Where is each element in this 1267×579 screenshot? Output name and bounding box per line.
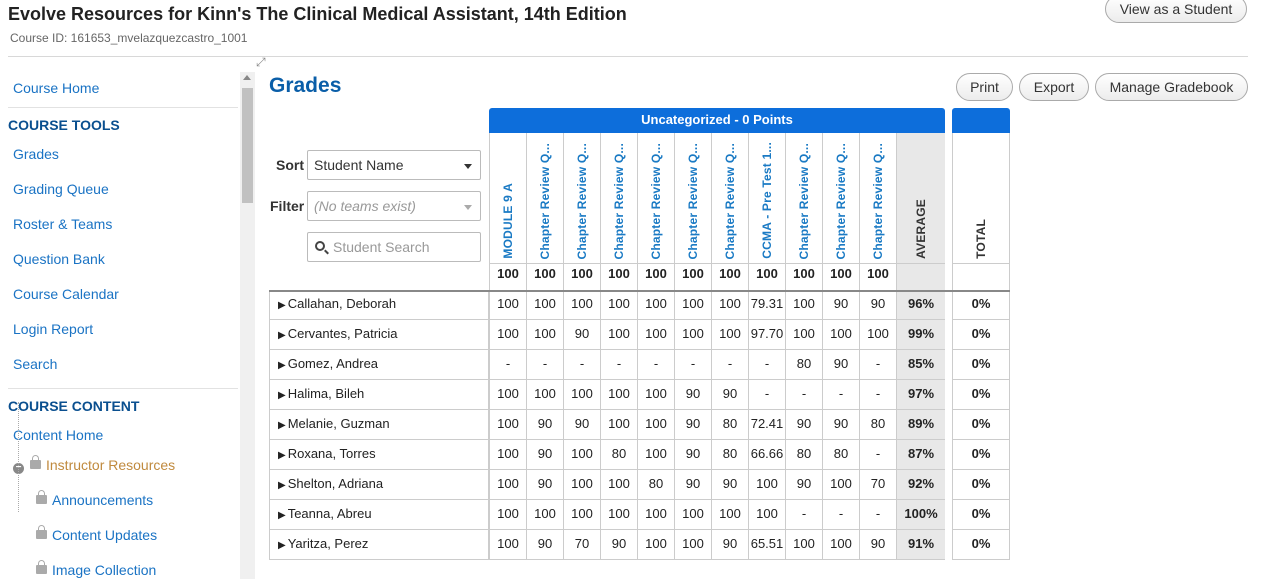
filter-label: Filter xyxy=(270,198,305,214)
student-name-cell[interactable] xyxy=(269,470,489,500)
score-cell[interactable]: - xyxy=(822,500,859,530)
total-cell: 0% xyxy=(952,290,1010,320)
student-name-cell[interactable] xyxy=(269,500,489,530)
total-cell: 0% xyxy=(952,380,1010,410)
score-cell[interactable]: - xyxy=(859,440,896,470)
score-cell[interactable]: 90 xyxy=(822,350,859,380)
score-cell[interactable]: 90 xyxy=(674,410,711,440)
score-cell[interactable]: 100 xyxy=(489,320,526,350)
score-cell[interactable]: 90 xyxy=(674,470,711,500)
collapse-icon[interactable]: − xyxy=(13,463,24,474)
score-cell[interactable]: 100 xyxy=(674,530,711,560)
category-header: Uncategorized - 0 Points xyxy=(489,108,945,133)
score-cell[interactable]: 80 xyxy=(711,410,748,440)
average-cell: 99% xyxy=(896,320,945,350)
average-cell: 89% xyxy=(896,410,945,440)
course-title: Evolve Resources for Kinn's The Clinical Medical Assistant, 14th Edition xyxy=(8,4,627,24)
points-possible-cell: 100 xyxy=(563,264,600,290)
score-cell[interactable]: 100 xyxy=(748,470,785,500)
expand-arrow-icon[interactable]: ▶ xyxy=(278,510,286,521)
resize-icon[interactable]: ⤢ xyxy=(256,55,266,69)
points-possible-cell: 100 xyxy=(785,264,822,290)
total-cell: 0% xyxy=(952,410,1010,440)
score-cell[interactable]: 90 xyxy=(711,530,748,560)
total-cell: 0% xyxy=(952,350,1010,380)
sidebar-divider xyxy=(8,388,238,389)
student-name: Melanie, Guzman xyxy=(287,416,390,431)
total-column-label: TOTAL xyxy=(974,219,988,259)
student-name-cell[interactable] xyxy=(269,440,489,470)
score-cell[interactable]: 100 xyxy=(489,290,526,320)
score-cell[interactable]: 100 xyxy=(674,500,711,530)
score-cell[interactable]: 100 xyxy=(822,470,859,500)
course-content-heading: COURSE CONTENT xyxy=(8,398,140,414)
expand-arrow-icon[interactable]: ▶ xyxy=(278,540,286,551)
score-cell[interactable]: 90 xyxy=(526,530,563,560)
instructor-resources-label: Instructor Resources xyxy=(46,457,176,473)
score-cell[interactable]: 90 xyxy=(563,320,600,350)
score-cell[interactable]: - xyxy=(526,350,563,380)
score-cell[interactable]: 80 xyxy=(711,440,748,470)
assignment-column-header[interactable] xyxy=(637,133,674,264)
assignment-column-header[interactable] xyxy=(674,133,711,264)
assignment-column-label: Chapter Review Q... xyxy=(871,142,885,259)
expand-arrow-icon[interactable]: ▶ xyxy=(278,450,286,461)
sidebar-item-question-bank[interactable]: Question Bank xyxy=(13,251,105,267)
manage-gradebook-button[interactable]: Manage Gradebook xyxy=(1095,73,1248,101)
points-possible-cell: 100 xyxy=(822,264,859,290)
score-cell[interactable]: 100 xyxy=(563,380,600,410)
tree-connector xyxy=(18,402,19,512)
score-cell[interactable]: 90 xyxy=(526,410,563,440)
assignment-column-header[interactable] xyxy=(563,133,600,264)
assignment-column-label: Chapter Review Q... xyxy=(686,142,700,259)
score-cell[interactable]: 80 xyxy=(637,470,674,500)
chevron-down-icon xyxy=(464,205,472,210)
points-possible-cell: 100 xyxy=(859,264,896,290)
score-cell[interactable]: 100 xyxy=(711,500,748,530)
score-cell[interactable]: 100 xyxy=(711,320,748,350)
score-cell[interactable]: 100 xyxy=(563,500,600,530)
score-cell[interactable]: 100 xyxy=(489,380,526,410)
average-cell: 91% xyxy=(896,530,945,560)
assignment-column-label: Chapter Review Q... xyxy=(538,142,552,259)
points-possible-cell: 100 xyxy=(489,264,526,290)
header-divider xyxy=(8,56,1248,57)
points-possible-cell xyxy=(896,264,945,290)
view-as-student-button[interactable]: View as a Student xyxy=(1105,0,1247,23)
score-cell[interactable]: 80 xyxy=(785,440,822,470)
score-cell[interactable]: 80 xyxy=(600,440,637,470)
average-column-label: AVERAGE xyxy=(914,199,928,259)
assignment-column-label: Chapter Review Q... xyxy=(834,142,848,259)
average-cell: 96% xyxy=(896,290,945,320)
average-cell: 92% xyxy=(896,470,945,500)
score-cell[interactable]: - xyxy=(563,350,600,380)
score-cell[interactable]: 72.41 xyxy=(748,410,785,440)
score-cell[interactable]: 66.66 xyxy=(748,440,785,470)
score-cell[interactable]: 90 xyxy=(674,380,711,410)
score-cell[interactable]: 100 xyxy=(600,410,637,440)
sidebar-item-image-collection[interactable] xyxy=(36,562,156,578)
points-possible-cell xyxy=(952,264,1010,290)
score-cell[interactable]: 90 xyxy=(674,440,711,470)
score-cell[interactable]: 90 xyxy=(563,410,600,440)
student-name: Cervantes, Patricia xyxy=(287,326,398,341)
sidebar-item-course-home[interactable]: Course Home xyxy=(13,80,100,96)
assignment-column-label: CCMA - Pre Test 1... xyxy=(760,142,774,259)
score-cell[interactable]: 100 xyxy=(526,320,563,350)
print-button[interactable]: Print xyxy=(956,73,1013,101)
score-cell[interactable]: 100 xyxy=(600,290,637,320)
average-cell: 100% xyxy=(896,500,945,530)
total-category-header xyxy=(952,108,1010,133)
course-tools-heading: COURSE TOOLS xyxy=(8,117,120,133)
score-cell[interactable]: 90 xyxy=(785,470,822,500)
expand-arrow-icon[interactable]: ▶ xyxy=(278,480,286,491)
assignment-column-label: Chapter Review Q... xyxy=(723,142,737,259)
student-name: Roxana, Torres xyxy=(287,446,376,461)
sidebar-item-course-calendar[interactable]: Course Calendar xyxy=(13,286,119,302)
sort-select[interactable] xyxy=(307,150,481,180)
expand-arrow-icon[interactable]: ▶ xyxy=(278,360,286,371)
score-cell[interactable]: 90 xyxy=(859,530,896,560)
student-name-cell[interactable] xyxy=(269,290,489,320)
score-cell[interactable]: - xyxy=(489,350,526,380)
score-cell[interactable]: 90 xyxy=(526,440,563,470)
score-cell[interactable]: 90 xyxy=(822,290,859,320)
score-cell[interactable]: 100 xyxy=(785,530,822,560)
score-cell[interactable]: - xyxy=(859,500,896,530)
score-cell[interactable]: 65.51 xyxy=(748,530,785,560)
sidebar xyxy=(0,70,240,579)
assignment-column-header[interactable] xyxy=(489,133,526,264)
score-cell[interactable]: - xyxy=(748,350,785,380)
score-cell[interactable]: 80 xyxy=(785,350,822,380)
sidebar-item-roster-teams[interactable]: Roster & Teams xyxy=(13,216,113,232)
expand-arrow-icon[interactable]: ▶ xyxy=(278,300,286,311)
student-name: Callahan, Deborah xyxy=(287,296,397,311)
score-cell[interactable]: 100 xyxy=(822,530,859,560)
score-cell[interactable]: 100 xyxy=(711,290,748,320)
score-cell[interactable]: 79.31 xyxy=(748,290,785,320)
total-cell: 0% xyxy=(952,530,1010,560)
sidebar-item-grades[interactable]: Grades xyxy=(13,146,59,162)
chevron-down-icon xyxy=(464,164,472,169)
content-updates-label: Content Updates xyxy=(52,527,158,543)
points-possible-cell: 100 xyxy=(674,264,711,290)
score-cell[interactable]: 100 xyxy=(489,500,526,530)
score-cell[interactable]: 80 xyxy=(822,440,859,470)
page-title: Grades xyxy=(269,74,342,97)
score-cell[interactable]: 100 xyxy=(674,290,711,320)
student-name: Teanna, Abreu xyxy=(287,506,372,521)
score-cell[interactable]: 100 xyxy=(674,320,711,350)
score-cell[interactable]: - xyxy=(785,380,822,410)
assignment-column-label: MODULE 9 A xyxy=(501,183,515,259)
search-icon xyxy=(315,241,325,251)
image-collection-label: Image Collection xyxy=(52,562,157,578)
sort-label: Sort xyxy=(276,157,304,173)
assignment-column-header[interactable] xyxy=(785,133,822,264)
score-cell[interactable]: 100 xyxy=(785,320,822,350)
score-cell[interactable]: 100 xyxy=(822,320,859,350)
score-cell[interactable]: 100 xyxy=(563,290,600,320)
assignment-column-header[interactable] xyxy=(600,133,637,264)
export-button[interactable]: Export xyxy=(1019,73,1089,101)
sidebar-item-announcements[interactable] xyxy=(36,492,153,508)
score-cell[interactable]: 90 xyxy=(785,410,822,440)
average-cell: 87% xyxy=(896,440,945,470)
score-cell[interactable]: 90 xyxy=(600,530,637,560)
score-cell[interactable]: 100 xyxy=(637,410,674,440)
sidebar-item-content-updates[interactable] xyxy=(36,527,157,543)
student-name: Yaritza, Perez xyxy=(287,536,369,551)
total-cell: 0% xyxy=(952,440,1010,470)
assignment-column-header[interactable] xyxy=(526,133,563,264)
scroll-thumb[interactable] xyxy=(242,88,253,203)
score-cell[interactable]: 100 xyxy=(526,290,563,320)
assignment-column-header[interactable] xyxy=(822,133,859,264)
points-possible-cell: 100 xyxy=(711,264,748,290)
sidebar-divider xyxy=(8,107,238,108)
student-search-placeholder: Student Search xyxy=(333,239,430,255)
announcements-label: Announcements xyxy=(52,492,154,508)
score-cell[interactable]: - xyxy=(822,380,859,410)
score-cell[interactable]: 100 xyxy=(600,380,637,410)
score-cell[interactable]: 100 xyxy=(637,380,674,410)
score-cell[interactable]: 90 xyxy=(711,470,748,500)
score-cell[interactable]: 100 xyxy=(489,470,526,500)
score-cell[interactable]: 100 xyxy=(637,440,674,470)
assignment-column-label: Chapter Review Q... xyxy=(575,142,589,259)
score-cell[interactable]: 100 xyxy=(748,500,785,530)
score-cell[interactable]: 90 xyxy=(822,410,859,440)
score-cell[interactable]: 90 xyxy=(526,470,563,500)
assignment-column-label: Chapter Review Q... xyxy=(797,142,811,259)
score-cell[interactable]: - xyxy=(674,350,711,380)
score-cell[interactable]: 100 xyxy=(526,500,563,530)
score-cell[interactable]: 97.70 xyxy=(748,320,785,350)
score-cell[interactable]: 90 xyxy=(859,290,896,320)
points-possible-cell: 100 xyxy=(637,264,674,290)
assignment-column-label: Chapter Review Q... xyxy=(649,142,663,259)
score-cell[interactable]: - xyxy=(637,350,674,380)
assignment-column-label: Chapter Review Q... xyxy=(612,142,626,259)
total-cell: 0% xyxy=(952,500,1010,530)
score-cell[interactable]: 100 xyxy=(600,500,637,530)
total-column-header[interactable] xyxy=(952,133,1010,264)
score-cell[interactable]: 100 xyxy=(563,440,600,470)
score-cell[interactable]: 100 xyxy=(489,440,526,470)
assignment-column-header[interactable] xyxy=(748,133,785,264)
score-cell[interactable]: 100 xyxy=(489,410,526,440)
score-cell[interactable]: 100 xyxy=(637,530,674,560)
sort-value: Student Name xyxy=(314,157,404,173)
student-name-cell[interactable] xyxy=(269,410,489,440)
filter-value: (No teams exist) xyxy=(314,198,416,214)
score-cell[interactable]: - xyxy=(600,350,637,380)
sidebar-item-content-home[interactable]: Content Home xyxy=(13,427,104,443)
filter-select[interactable] xyxy=(307,191,481,221)
score-cell[interactable]: - xyxy=(859,380,896,410)
total-cell: 0% xyxy=(952,470,1010,500)
score-cell[interactable]: 100 xyxy=(785,290,822,320)
lock-icon xyxy=(36,495,47,504)
score-cell[interactable]: - xyxy=(711,350,748,380)
average-cell: 85% xyxy=(896,350,945,380)
score-cell[interactable]: 100 xyxy=(563,470,600,500)
score-cell[interactable]: 100 xyxy=(637,500,674,530)
score-cell[interactable]: - xyxy=(859,350,896,380)
lock-icon xyxy=(36,565,47,574)
sidebar-item-login-report[interactable]: Login Report xyxy=(13,321,94,337)
table-divider xyxy=(269,290,1010,292)
scroll-up-icon[interactable] xyxy=(243,75,251,80)
score-cell[interactable]: 100 xyxy=(526,380,563,410)
student-name: Gomez, Andrea xyxy=(287,356,379,371)
points-possible-cell: 100 xyxy=(526,264,563,290)
student-search-input[interactable] xyxy=(307,232,481,262)
student-name-cell[interactable] xyxy=(269,380,489,410)
score-cell[interactable]: 100 xyxy=(637,320,674,350)
points-possible-cell: 100 xyxy=(748,264,785,290)
points-possible-cell: 100 xyxy=(600,264,637,290)
score-cell[interactable]: 70 xyxy=(563,530,600,560)
student-name: Shelton, Adriana xyxy=(287,476,384,491)
score-cell[interactable]: 80 xyxy=(859,410,896,440)
assignment-column-header[interactable] xyxy=(859,133,896,264)
assignment-column-header[interactable] xyxy=(711,133,748,264)
average-column-header[interactable] xyxy=(896,133,945,264)
score-cell[interactable]: - xyxy=(748,380,785,410)
total-cell: 0% xyxy=(952,320,1010,350)
expand-arrow-icon[interactable]: ▶ xyxy=(278,330,286,341)
score-cell[interactable]: - xyxy=(785,500,822,530)
student-name-cell[interactable] xyxy=(269,350,489,380)
score-cell[interactable]: 100 xyxy=(489,530,526,560)
course-id: Course ID: 161653_mvelazquezcastro_1001 xyxy=(10,31,248,45)
student-name-cell[interactable] xyxy=(269,530,489,560)
lock-icon xyxy=(30,460,41,469)
sidebar-item-search[interactable]: Search xyxy=(13,356,58,372)
expand-arrow-icon[interactable]: ▶ xyxy=(278,390,286,401)
score-cell[interactable]: 100 xyxy=(600,470,637,500)
lock-icon xyxy=(36,530,47,539)
sidebar-item-instructor-resources[interactable] xyxy=(13,457,175,474)
sidebar-item-grading-queue[interactable]: Grading Queue xyxy=(13,181,109,197)
average-cell: 97% xyxy=(896,380,945,410)
student-name-cell[interactable] xyxy=(269,320,489,350)
sidebar-scrollbar[interactable] xyxy=(240,72,255,579)
student-name: Halima, Bileh xyxy=(287,386,365,401)
score-cell[interactable]: 90 xyxy=(711,380,748,410)
score-cell[interactable]: 70 xyxy=(859,470,896,500)
expand-arrow-icon[interactable]: ▶ xyxy=(278,420,286,431)
score-cell[interactable]: 100 xyxy=(859,320,896,350)
score-cell[interactable]: 100 xyxy=(637,290,674,320)
score-cell[interactable]: 100 xyxy=(600,320,637,350)
